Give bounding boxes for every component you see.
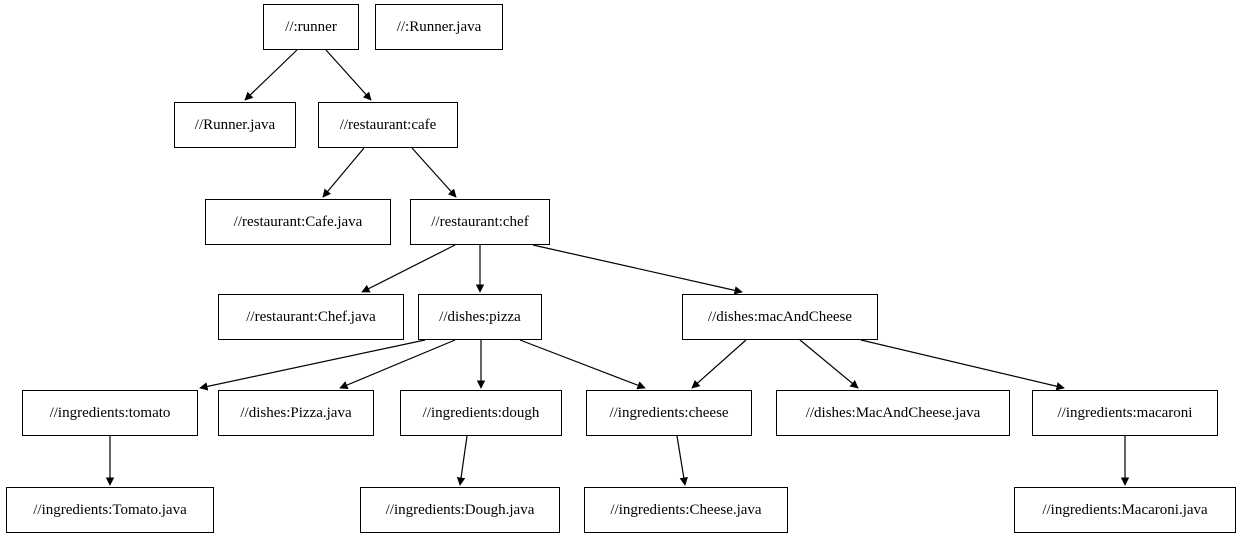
graph-node-runnerjava[interactable]: [174, 102, 296, 148]
graph-node-label: //:Runner.java: [396, 18, 482, 35]
graph-node-cafe[interactable]: [318, 102, 458, 148]
graph-node-doughjava[interactable]: [360, 487, 560, 533]
graph-node-label: //ingredients:Cheese.java: [610, 501, 762, 518]
graph-node-chef[interactable]: [410, 199, 550, 245]
graph-node-runner[interactable]: [263, 4, 359, 50]
graph-node-label: //ingredients:Dough.java: [385, 501, 535, 518]
graph-node-label: //restaurant:chef: [431, 213, 529, 230]
graph-node-label: //restaurant:cafe: [339, 116, 437, 133]
graph-node-label: //ingredients:Macaroni.java: [1042, 501, 1208, 518]
graph-node-label: //ingredients:dough: [422, 404, 540, 421]
graph-edge-chef-to-macandcheese: [533, 245, 742, 292]
graph-node-label: //:runner: [285, 18, 337, 35]
graph-node-label: //dishes:Pizza.java: [240, 404, 352, 421]
graph-edge-pizza-to-cheese: [520, 340, 645, 388]
graph-node-label: //dishes:MacAndCheese.java: [805, 404, 981, 421]
graph-edge-dough-to-doughjava: [460, 436, 467, 485]
graph-edge-macandcheese-to-macandcheesejava: [800, 340, 858, 388]
graph-edge-runner-to-runnerjava: [245, 50, 297, 100]
graph-node-macaronijava[interactable]: [1014, 487, 1236, 533]
graph-node-cheese[interactable]: [586, 390, 752, 436]
graph-node-label: //dishes:macAndCheese: [707, 308, 853, 325]
graph-node-cafejava[interactable]: [205, 199, 391, 245]
graph-edge-macandcheese-to-cheese: [692, 340, 746, 388]
graph-edge-runner-to-cafe: [326, 50, 371, 100]
graph-node-tomatojava[interactable]: [6, 487, 214, 533]
graph-node-label: //ingredients:tomato: [49, 404, 171, 421]
graph-edge-pizza-to-pizzajava: [340, 340, 455, 388]
graph-edge-pizza-to-tomato: [200, 340, 425, 388]
graph-edge-cafe-to-cafejava: [323, 148, 364, 197]
graph-node-macandcheese[interactable]: [682, 294, 878, 340]
graph-node-macaroni[interactable]: [1032, 390, 1218, 436]
graph-node-tomato[interactable]: [22, 390, 198, 436]
graph-node-label: //ingredients:Tomato.java: [33, 501, 187, 518]
graph-edge-cheese-to-cheesejava: [677, 436, 685, 485]
graph-node-runnerjava0[interactable]: [375, 4, 503, 50]
graph-edge-cafe-to-chef: [412, 148, 456, 197]
graph-node-cheesejava[interactable]: [584, 487, 788, 533]
graph-node-chefjava[interactable]: [218, 294, 404, 340]
graph-node-pizza[interactable]: [418, 294, 542, 340]
graph-edge-chef-to-chefjava: [362, 245, 455, 292]
graph-node-label: //dishes:pizza: [439, 308, 521, 325]
graph-node-macandcheesejava[interactable]: [776, 390, 1010, 436]
graph-edge-macandcheese-to-macaroni: [861, 340, 1064, 388]
graph-node-pizzajava[interactable]: [218, 390, 374, 436]
graph-node-label: //ingredients:macaroni: [1057, 404, 1193, 421]
graph-node-dough[interactable]: [400, 390, 562, 436]
graph-node-label: //restaurant:Cafe.java: [233, 213, 363, 230]
graph-node-label: //ingredients:cheese: [609, 404, 729, 421]
graph-node-label: //restaurant:Chef.java: [246, 308, 376, 325]
graph-node-label: //Runner.java: [194, 116, 276, 133]
